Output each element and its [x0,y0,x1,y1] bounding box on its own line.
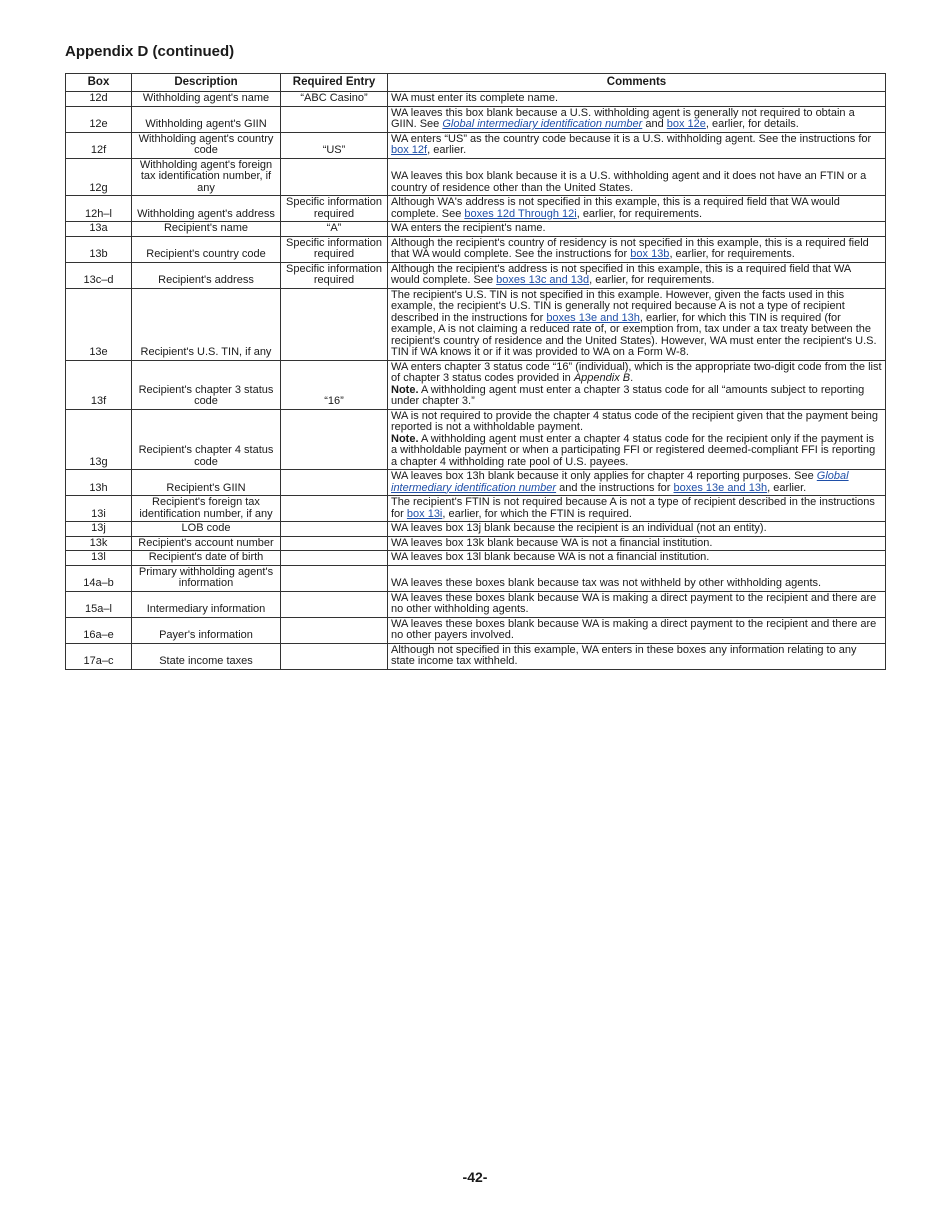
page-number: -42- [462,1169,488,1185]
required-entry-cell [281,288,388,360]
box-cell: 16a–e [66,617,132,643]
description-cell: Withholding agent's country code [132,132,281,158]
box-cell: 12h–l [66,196,132,222]
comments-cell [388,409,886,470]
comments-cell [388,106,886,132]
description-cell: Withholding agent's name [132,92,281,107]
comment-text: Although the recipient's address is not specified in this example, this is a required field that WA would complete. See [391,262,851,286]
description-cell: Recipient's chapter 4 status code [132,409,281,470]
comment-text: WA leaves box 13j blank because the recipient is an individual (not an entity). [391,522,767,534]
required-entry-cell [281,643,388,669]
table-row [66,409,886,470]
comment-text: , earlier. [767,481,807,494]
comments-cell [388,551,886,566]
required-entry-cell: “A” [281,222,388,237]
comments-cell [388,522,886,537]
table-row [66,591,886,617]
description-cell: Recipient's account number [132,536,281,551]
box-cell: 12g [66,158,132,196]
column-header-comments: Comments [388,74,886,92]
note-label: Note. [391,432,419,445]
required-entry-cell [281,591,388,617]
table-row [66,522,886,537]
comment-text: WA leaves box 13h blank because it only applies for chapter 4 reporting purposes. See [391,470,817,482]
comments-cell [388,470,886,496]
comment-text: WA enters “US” as the country code because it is a U.S. withholding agent. See the instructions for [391,132,872,145]
description-cell: Withholding agent's GIIN [132,106,281,132]
comment-text: WA leaves box 13k blank because WA is not a financial institution. [391,536,713,549]
table-row [66,643,886,669]
comment-text: , earlier, for details. [705,118,799,130]
cross-reference-link[interactable]: boxes 12d Through 12i [464,207,577,220]
description-cell: Recipient's address [132,262,281,288]
description-cell: Recipient's name [132,222,281,237]
table-row [66,496,886,522]
comment-text: A withholding agent must enter a chapter 4 status code for the recipient only if the payment is a withholdable payment or when a participating FFI or registered deemed-compliant FFI is reporting a chapter 4 withholding rate pool of U.S. payees. [391,432,876,468]
description-cell: Payer's information [132,617,281,643]
required-entry-cell [281,409,388,470]
cross-reference-link[interactable]: boxes 13c and 13d [496,274,590,286]
table-header-row [66,74,886,92]
comments-cell [388,643,886,669]
required-entry-cell: Specific information required [281,196,388,222]
description-cell: Recipient's chapter 3 status code [132,360,281,409]
table-row [66,617,886,643]
comments-cell [388,222,886,237]
comment-text: , earlier, for requirements. [669,248,795,260]
required-entry-cell: “US” [281,132,388,158]
box-cell: 17a–c [66,643,132,669]
comment-text: A withholding agent must enter a chapter 3 status code for all “amounts subject to reporting under chapter 3.” [391,383,865,407]
description-cell: Withholding agent's foreign tax identification number, if any [132,158,281,196]
cross-reference-link[interactable]: box 13b [630,248,670,260]
box-cell: 13i [66,496,132,522]
comment-text: , earlier. [427,144,467,156]
comment-text: , earlier, for which this TIN is required (for example, A is not claiming a reduced rate of, or exemption from, tax under a tax treaty between the recipient's country of residence and the United States). However, WA must enter the recipient's U.S. TIN if WA knows it or if it was provided to WA on a Form W-8. [391,311,877,358]
required-entry-cell [281,551,388,566]
box-cell: 12e [66,106,132,132]
comment-text: Although WA's address is not specified in this example, this is a required field that WA would complete. See [391,196,840,220]
comment-text: Although not specified in this example, WA enters in these boxes any information relating to any state income tax withheld. [391,643,857,667]
comments-cell [388,565,886,591]
box-cell: 13a [66,222,132,237]
comment-text: WA enters chapter 3 status code “16” (individual), which is the appropriate two-digit code from the list of chapter 3 status codes provided in [391,360,882,384]
cross-reference-link[interactable]: box 12f [391,144,428,156]
comment-text: . [630,372,634,384]
table-row [66,551,886,566]
table-row [66,132,886,158]
table-row [66,158,886,196]
comment-text: WA leaves these boxes blank because WA is making a direct payment to the recipient and there are no other payers involved. [391,617,877,641]
comments-cell [388,236,886,262]
required-entry-cell: “16” [281,360,388,409]
cross-reference-link[interactable]: Global intermediary identification number [391,470,849,494]
comments-cell [388,132,886,158]
comment-text: The recipient's FTIN is not required because A is not a type of recipient described in the instructions for [391,496,875,520]
comments-cell [388,196,886,222]
comment-text: WA leaves this box blank because a U.S. withholding agent is generally not required to obtain a GIIN. See [391,106,855,130]
table-row [66,470,886,496]
required-entry-cell: “ABC Casino” [281,92,388,107]
comment-text: WA must enter its complete name. [391,92,559,104]
table-row [66,565,886,591]
table-row [66,236,886,262]
required-entry-cell: Specific information required [281,236,388,262]
box-cell: 12f [66,132,132,158]
appendix-d-table [65,73,886,670]
box-cell: 13g [66,409,132,470]
comment-text: and the instructions for [556,481,674,494]
comment-text: , earlier, for which the FTIN is required. [442,507,632,520]
required-entry-cell [281,536,388,551]
required-entry-cell [281,617,388,643]
comments-cell [388,591,886,617]
box-cell: 13c–d [66,262,132,288]
box-cell: 13k [66,536,132,551]
description-cell: Recipient's GIIN [132,470,281,496]
comment-text: The recipient's U.S. TIN is not specified in this example. However, given the facts used in this example, the recipient's U.S. TIN is generally not required because A is not a type of recipient described in the instructions for [391,288,845,324]
column-header-required-entry: Required Entry [281,74,388,92]
description-cell: Recipient's foreign tax identification number, if any [132,496,281,522]
comments-cell [388,262,886,288]
table-row [66,196,886,222]
box-cell: 13j [66,522,132,537]
note-label: Note. [391,383,419,396]
table-body [66,92,886,670]
description-cell: Recipient's U.S. TIN, if any [132,288,281,360]
comment-text: WA leaves box 13l blank because WA is not a financial institution. [391,551,710,563]
description-cell: Recipient's country code [132,236,281,262]
comment-text: WA leaves these boxes blank because WA is making a direct payment to the recipient and there are no other withholding agents. [391,591,877,615]
table-row [66,106,886,132]
cross-reference-link[interactable]: box 13i [406,507,443,520]
cross-reference-link[interactable]: boxes 13e and 13h [673,481,768,494]
required-entry-cell [281,106,388,132]
comment-text: WA enters the recipient's name. [391,222,546,234]
required-entry-cell [281,496,388,522]
comment-text: Although the recipient's country of residency is not specified in this example, this is a required field that WA would complete. See the instructions for [391,236,869,260]
cross-reference-link[interactable]: box 12e [666,118,706,130]
box-cell: 13b [66,236,132,262]
table-row [66,288,886,360]
box-cell: 15a–l [66,591,132,617]
description-cell: Withholding agent's address [132,196,281,222]
required-entry-cell: Specific information required [281,262,388,288]
description-cell: Recipient's date of birth [132,551,281,566]
box-cell: 13h [66,470,132,496]
column-header-description: Description [132,74,281,92]
cross-reference-link[interactable]: Global intermediary identification number [442,118,643,130]
description-cell: Intermediary information [132,591,281,617]
box-cell: 13e [66,288,132,360]
comment-text: , earlier, for requirements. [589,274,715,286]
box-cell: 13f [66,360,132,409]
comment-text: WA leaves this box blank because it is a U.S. withholding agent and it does not have an FTIN or a country of residence other than the United States. [391,170,867,194]
comments-cell [388,536,886,551]
comments-cell [388,92,886,107]
comment-text: , earlier, for requirements. [576,207,703,220]
comments-cell [388,360,886,409]
comments-cell [388,496,886,522]
description-cell: State income taxes [132,643,281,669]
table-row [66,222,886,237]
table-row [66,536,886,551]
column-header-box: Box [66,74,132,92]
page-heading: Appendix D (continued) [65,43,235,60]
box-cell: 13l [66,551,132,566]
description-cell: Primary withholding agent's information [132,565,281,591]
box-cell: 12d [66,92,132,107]
comment-text: WA leaves these boxes blank because tax was not withheld by other withholding agents. [391,577,822,589]
description-cell: LOB code [132,522,281,537]
comment-text: and [642,118,667,130]
required-entry-cell [281,470,388,496]
comment-text: WA is not required to provide the chapter 4 status code of the recipient given that the payment being reported is not a withholdable payment. [391,409,878,433]
table-row [66,92,886,107]
comments-cell [388,617,886,643]
table-row [66,262,886,288]
table-row [66,360,886,409]
comments-cell [388,288,886,360]
comments-cell [388,158,886,196]
cross-reference-link[interactable]: boxes 13e and 13h [546,311,640,324]
italic-reference: Appendix B [573,372,631,384]
box-cell: 14a–b [66,565,132,591]
required-entry-cell [281,565,388,591]
required-entry-cell [281,522,388,537]
required-entry-cell [281,158,388,196]
